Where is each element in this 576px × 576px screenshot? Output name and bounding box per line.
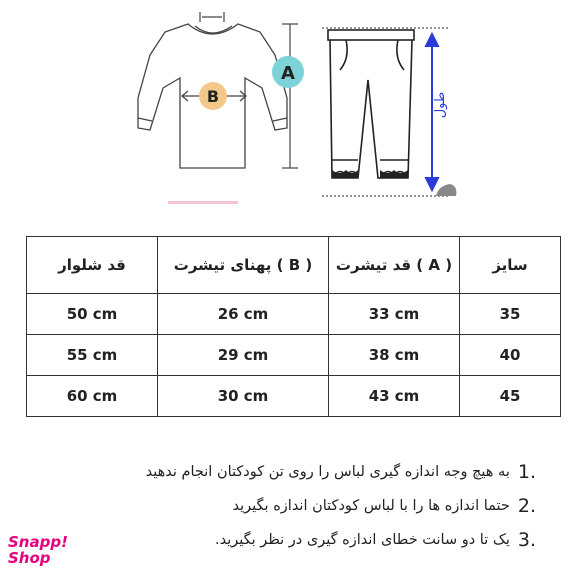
cell-size: 45 xyxy=(460,376,561,417)
cell-width: 26 cm xyxy=(158,294,329,335)
note-number: 1. xyxy=(517,461,536,483)
size-guide-illustration xyxy=(0,0,576,215)
label-b: B xyxy=(206,87,220,106)
label-a: A xyxy=(281,63,295,84)
size-table xyxy=(26,236,561,417)
cell-width: 30 cm xyxy=(158,376,329,417)
logo-line-1: Snapp! xyxy=(8,533,68,551)
note-number: 2. xyxy=(517,495,536,517)
tshirt-length-marker xyxy=(282,24,298,168)
cell-height: 38 cm xyxy=(329,335,460,376)
pants-cuffs xyxy=(332,170,408,178)
table-row xyxy=(27,335,561,376)
header-size: سایز xyxy=(460,237,561,294)
pants-length-label: طول xyxy=(433,91,448,119)
pants-drawing xyxy=(328,30,414,178)
note-item xyxy=(56,523,536,557)
neck-width-marker xyxy=(200,12,224,22)
shoe-shape xyxy=(436,184,456,196)
table-row xyxy=(27,376,561,417)
note-text: حتما اندازه ها را با لباس کودکتان اندازه بگیرید xyxy=(232,498,510,514)
cell-pants: 60 cm xyxy=(27,376,158,417)
snapp-shop-logo xyxy=(8,534,68,566)
cell-height: 33 cm xyxy=(329,294,460,335)
header-tshirt-width: پهنای تیشرت ( B ) xyxy=(158,237,329,294)
note-item xyxy=(56,489,536,523)
note-text: به هیچ وجه اندازه گیری لباس را روی تن کودکتان انجام ندهید xyxy=(145,464,510,480)
note-number: 3. xyxy=(517,529,536,551)
cell-size: 35 xyxy=(460,294,561,335)
header-pants-length: قد شلوار xyxy=(27,237,158,294)
logo-line-2: Shop xyxy=(8,549,51,567)
decorative-line xyxy=(168,201,238,204)
measurement-notes xyxy=(56,455,536,557)
cell-width: 29 cm xyxy=(158,335,329,376)
cell-pants: 50 cm xyxy=(27,294,158,335)
cell-height: 43 cm xyxy=(329,376,460,417)
header-tshirt-length: قد تیشرت ( A ) xyxy=(329,237,460,294)
cell-pants: 55 cm xyxy=(27,335,158,376)
cell-size: 40 xyxy=(460,335,561,376)
note-item xyxy=(56,455,536,489)
table-row xyxy=(27,294,561,335)
table-header-row xyxy=(27,237,561,294)
note-text: یک تا دو سانت خطای اندازه گیری در نظر بگیرید. xyxy=(214,532,510,548)
